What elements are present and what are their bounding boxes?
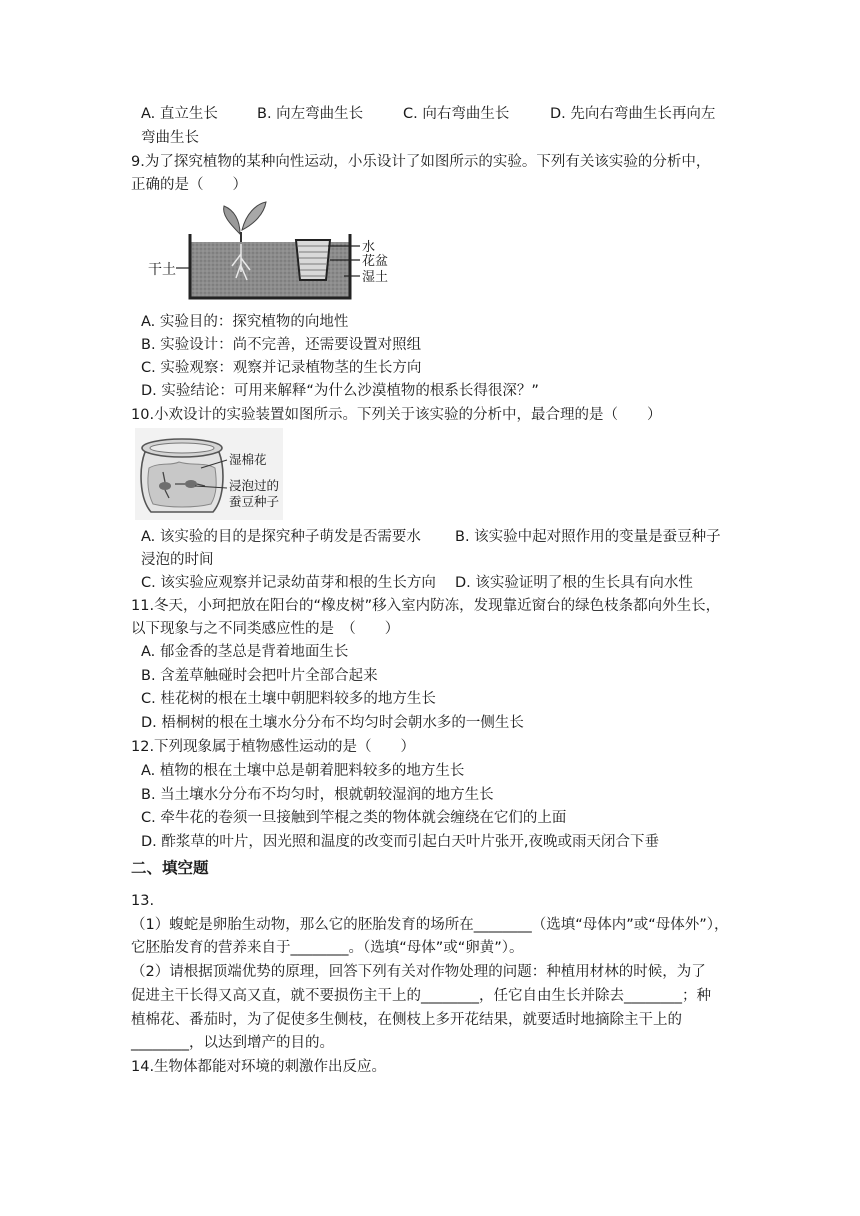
q11-option-b: B. 含羞草触碰时会把叶片全部合起来 (141, 668, 378, 684)
q12-option-d: D. 酢浆草的叶片，因光照和温度的改变而引起白天叶片张开,夜晚或雨天闭合下垂 (141, 834, 659, 850)
q10-option-a: A. 该实验的目的是探究种子萌发是否需要水 (141, 529, 421, 545)
q10-stem: 10.小欢设计的实验装置如图所示。下列关于该实验的分析中，最合理的是（ ） (131, 407, 662, 423)
bean-seed-icon (159, 482, 171, 490)
seedling-leaf-right-icon (242, 202, 266, 230)
q11-option-a: A. 郁金香的茎总是背着地面生长 (141, 644, 349, 660)
q13-part2-line3: 植棉花、番茄时，为了促使多生侧枝，在侧枝上多开花结果，就要适时地摘除主干上的 (131, 1012, 682, 1028)
q9-option-d: D. 实验结论：可用来解释“为什么沙漠植物的根系长得很深？” (141, 383, 539, 399)
q10-option-b-continued: 浸泡的时间 (141, 552, 214, 568)
seedling-leaf-left-icon (224, 206, 240, 234)
q8-option-b: B. 向左弯曲生长 (257, 106, 364, 122)
q11-option-d: D. 梧桐树的根在土壤水分分布不均匀时会朝水多的一侧生长 (141, 715, 524, 731)
q12-option-a: A. 植物的根在土壤中总是朝着肥料较多的地方生长 (141, 763, 465, 779)
q9-stem-line2: 正确的是（ ） (131, 177, 247, 193)
q12-option-b: B. 当土壤水分分布不均匀时，根就朝较湿润的地方生长 (141, 787, 494, 803)
q9-option-a: A. 实验目的：探究植物的向地性 (141, 314, 349, 330)
q11-stem-line2: 以下现象与之不同类感应性的是 （ ） (131, 621, 400, 637)
label-soaked: 浸泡过的 (229, 478, 280, 493)
q8-options-row (141, 103, 781, 125)
section-fill-in-title: 二、填空题 (131, 859, 209, 877)
q9-experiment-figure (148, 196, 389, 308)
q9-option-b: B. 实验设计：尚不完善，还需要设置对照组 (141, 337, 422, 353)
q8-option-a: A. 直立生长 (141, 106, 218, 122)
q9-option-c: C. 实验观察：观察并记录植物茎的生长方向 (141, 360, 422, 376)
q10-option-c: C. 该实验应观察并记录幼苗芽和根的生长方向 (141, 575, 436, 591)
q10-experiment-figure (135, 428, 283, 520)
q13-part2-line4: ________，以达到增产的目的。 (131, 1035, 334, 1051)
bean-seed-icon (185, 480, 197, 488)
label-pot: 花盆 (362, 254, 389, 269)
q13-number: 13. (131, 893, 155, 909)
label-water: 水 (362, 240, 376, 255)
q13-part2-line2: 促进主干长得又高又直，就不要损伤主干上的________，任它自由生长并除去________；种 (131, 988, 711, 1004)
q13-part1-line2: 它胚胎发育的营养来自于________。（选填“母体”或“卵黄”）。 (131, 940, 524, 956)
q12-stem: 12.下列现象属于植物感性运动的是（ ） (131, 739, 416, 755)
q10-option-b: B. 该实验中起对照作用的变量是蚕豆种子 (455, 529, 721, 545)
q10-option-d: D. 该实验证明了根的生长具有向水性 (455, 575, 693, 591)
q10-options-row1 (141, 526, 741, 548)
label-dry-soil: 干土 (148, 262, 176, 278)
label-bean-seeds: 蚕豆种子 (229, 494, 280, 509)
label-wet-soil: 湿土 (362, 270, 389, 285)
label-wet-cotton: 湿棉花 (229, 452, 267, 467)
q10-options-row2 (141, 572, 741, 594)
q8-option-c: C. 向右弯曲生长 (403, 106, 510, 122)
q12-option-c: C. 牵牛花的卷须一旦接触到竿棍之类的物体就会缠绕在它们的上面 (141, 810, 567, 826)
q11-stem-line1: 11.冬天，小珂把放在阳台的“橡皮树”移入室内防冻，发现靠近窗台的绿色枝条都向外生长， (131, 598, 721, 614)
q8-option-d: D. 先向右弯曲生长再向左 (550, 106, 716, 122)
q9-stem-line1: 9.为了探究植物的某种向性运动，小乐设计了如图所示的实验。下列有关该实验的分析中， (131, 154, 711, 170)
q13-part2-line1: （2）请根据顶端优势的原理，回答下列有关对作物处理的问题：种植用材林的时候，为了 (131, 964, 706, 980)
q8-option-d-continued: 弯曲生长 (141, 130, 199, 146)
q13-part1-line1: （1）蝮蛇是卵胎生动物，那么它的胚胎发育的场所在________（选填“母体内”或“母体外”）， (131, 917, 729, 933)
q11-option-c: C. 桂花树的根在土壤中朝肥料较多的地方生长 (141, 691, 436, 707)
q14-stem: 14.生物体都能对环境的刺激作出反应。 (131, 1059, 387, 1075)
